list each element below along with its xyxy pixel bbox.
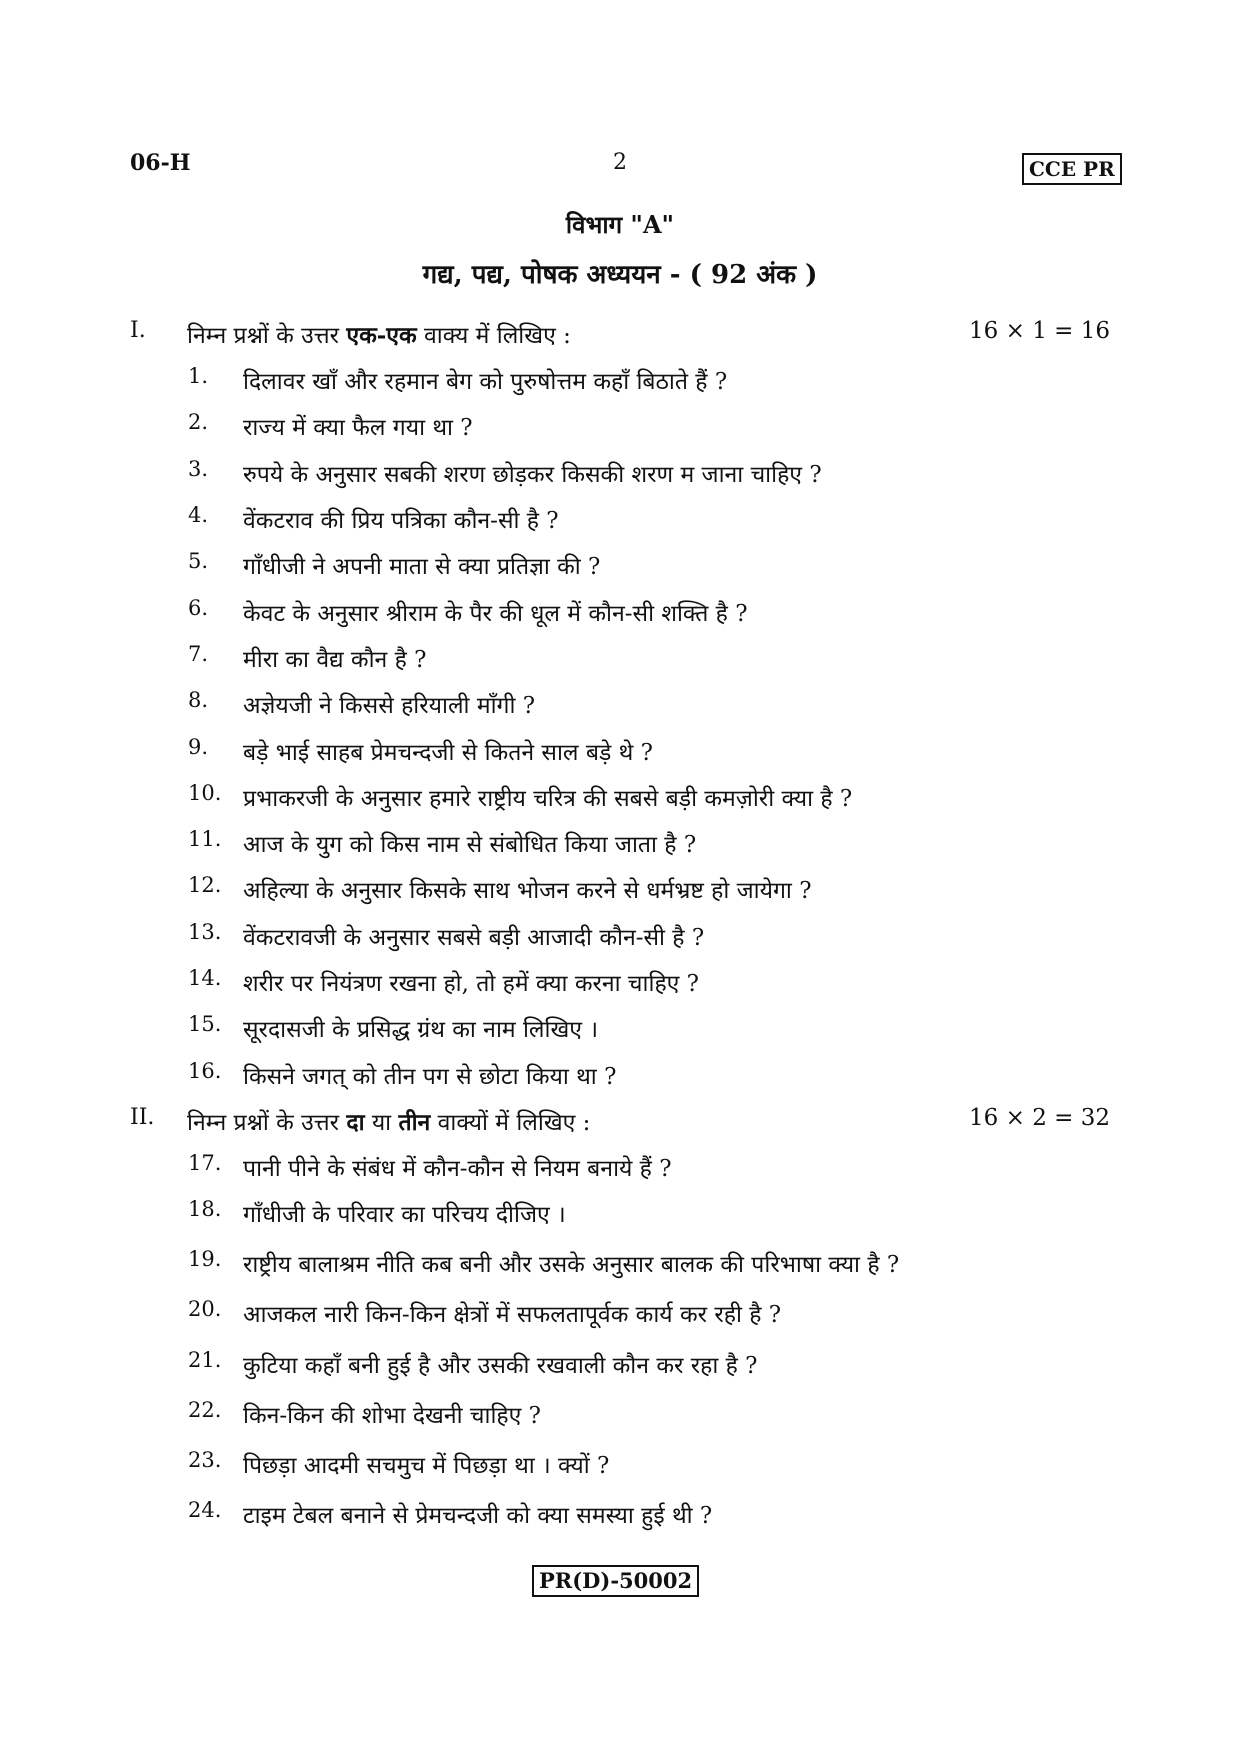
question-number: 20. <box>188 1297 222 1321</box>
question-text: दिलावर खाँ और रहमान बेग को पुरुषोत्तम कहाँ बिठाते हैं ? <box>243 369 728 395</box>
question-item <box>188 1012 1088 1052</box>
question-item <box>188 781 1088 821</box>
question-text: वेंकटरावजी के अनुसार सबसे बड़ी आजादी कौन-सी है ? <box>243 925 705 951</box>
section-marks: 16 × 2 = 32 <box>969 1105 1110 1131</box>
question-number: 19. <box>188 1247 222 1271</box>
section-subtitle: गद्य, पद्य, पोषक अध्ययन - ( 92 अंक ) <box>422 260 818 290</box>
instruction-emphasis: तीन <box>398 1109 431 1136</box>
instruction-text: या <box>364 1110 399 1136</box>
question-text: किसने जगत् को तीन पग से छोटा किया था ? <box>243 1064 617 1090</box>
question-item <box>188 1247 1088 1287</box>
question-text: बड़े भाई साहब प्रेमचन्दजी से कितने साल बड़े थे ? <box>243 740 653 766</box>
series-badge: CCE PR <box>1022 153 1122 185</box>
question-number: 8. <box>188 688 209 712</box>
question-text: राज्य में क्या फैल गया था ? <box>243 415 473 441</box>
question-item <box>188 364 1088 404</box>
question-text: अहिल्या के अनुसार किसके साथ भोजन करने से धर्मभ्रष्ट हो जायेगा ? <box>243 878 812 904</box>
question-item <box>188 1197 1088 1237</box>
question-text: टाइम टेबल बनाने से प्रेमचन्दजी को क्या समस्या हुई थी ? <box>243 1503 713 1529</box>
question-text: आजकल नारी किन-किन क्षेत्रों में सफलतापूर्वक कार्य कर रही है ? <box>243 1302 782 1328</box>
question-item <box>188 1059 1088 1099</box>
question-text: पानी पीने के संबंध में कौन-कौन से नियम बनाये हैं ? <box>243 1156 672 1182</box>
question-item <box>188 596 1088 636</box>
question-text: रुपये के अनुसार सबकी शरण छोड़कर किसकी शरण म जाना चाहिए ? <box>243 462 822 488</box>
instruction-text: वाक्यों में लिखिए : <box>430 1110 591 1136</box>
question-number: 3. <box>188 457 209 481</box>
question-text: मीरा का वैद्य कौन है ? <box>243 647 427 673</box>
section-roman: II. <box>130 1105 155 1130</box>
question-text: आज के युग को किस नाम से संबोधित किया जाता है ? <box>243 832 697 858</box>
question-item <box>188 688 1088 728</box>
question-text: राष्ट्रीय बालाश्रम नीति कब बनी और उसके अनुसार बालक की परिभाषा क्या है ? <box>243 1252 900 1278</box>
question-text: प्रभाकरजी के अनुसार हमारे राष्ट्रीय चरित्र की सबसे बड़ी कमज़ोरी क्या है ? <box>243 786 853 812</box>
question-text: पिछड़ा आदमी सचमुच में पिछड़ा था । क्यों ? <box>243 1453 610 1479</box>
question-number: 21. <box>188 1348 222 1372</box>
instruction-text: निम्न प्रश्नों के उत्तर <box>187 1110 347 1136</box>
question-item <box>188 1348 1088 1388</box>
question-number: 11. <box>188 827 222 851</box>
instruction-text: निम्न प्रश्नों के उत्तर <box>187 323 347 349</box>
question-text: अज्ञेयजी ने किससे हरियाली माँगी ? <box>243 693 536 719</box>
question-number: 5. <box>188 549 209 573</box>
question-item <box>188 1398 1088 1438</box>
question-item <box>188 549 1088 589</box>
question-text: सूरदासजी के प्रसिद्ध ग्रंथ का नाम लिखिए । <box>243 1017 599 1043</box>
question-number: 7. <box>188 642 209 666</box>
question-number: 6. <box>188 596 209 620</box>
question-item <box>188 920 1088 960</box>
question-number: 22. <box>188 1398 222 1422</box>
paper-code-footer: PR(D)-50002 <box>532 1565 699 1597</box>
section-title: विभाग "A" <box>565 210 675 239</box>
question-item <box>188 1448 1088 1488</box>
question-number: 14. <box>188 966 222 990</box>
question-number: 18. <box>188 1197 222 1221</box>
question-item <box>188 457 1088 497</box>
question-item <box>188 966 1088 1006</box>
question-item <box>188 410 1088 450</box>
question-number: 17. <box>188 1151 222 1175</box>
page-number: 2 <box>613 150 627 175</box>
instruction-emphasis: दा <box>346 1109 365 1136</box>
question-item <box>188 827 1088 867</box>
question-item <box>188 735 1088 775</box>
section-instruction <box>187 1105 590 1137</box>
instruction-text: वाक्य में लिखिए : <box>416 323 571 349</box>
section-roman: I. <box>130 318 146 343</box>
question-text: गाँधीजी के परिवार का परिचय दीजिए । <box>243 1202 566 1228</box>
question-number: 1. <box>188 364 209 388</box>
question-number: 4. <box>188 503 209 527</box>
question-item <box>188 1498 1088 1538</box>
question-number: 9. <box>188 735 209 759</box>
question-number: 2. <box>188 410 209 434</box>
section-instruction <box>187 318 571 350</box>
question-item <box>188 1297 1088 1337</box>
section-header-1 <box>130 318 1110 354</box>
question-item <box>188 642 1088 682</box>
instruction-emphasis: एक-एक <box>346 322 417 349</box>
question-number: 24. <box>188 1498 222 1522</box>
question-number: 15. <box>188 1012 222 1036</box>
question-number: 16. <box>188 1059 222 1083</box>
question-number: 10. <box>188 781 222 805</box>
question-text: शरीर पर नियंत्रण रखना हो, तो हमें क्या करना चाहिए ? <box>243 971 700 997</box>
question-item <box>188 503 1088 543</box>
question-text: कुटिया कहाँ बनी हुई है और उसकी रखवाली कौन कर रहा है ? <box>243 1353 758 1379</box>
question-item <box>188 1151 1088 1191</box>
question-text: गाँधीजी ने अपनी माता से क्या प्रतिज्ञा की ? <box>243 554 601 580</box>
question-text: वेंकटराव की प्रिय पत्रिका कौन-सी है ? <box>243 508 559 534</box>
question-text: किन-किन की शोभा देखनी चाहिए ? <box>243 1403 541 1429</box>
paper-code: 06-H <box>130 150 191 176</box>
section-marks: 16 × 1 = 16 <box>969 318 1110 344</box>
question-number: 12. <box>188 873 222 897</box>
question-number: 23. <box>188 1448 222 1472</box>
question-item <box>188 873 1088 913</box>
section-header-2 <box>130 1105 1110 1141</box>
question-number: 13. <box>188 920 222 944</box>
question-text: केवट के अनुसार श्रीराम के पैर की धूल में कौन-सी शक्ति है ? <box>243 601 748 627</box>
